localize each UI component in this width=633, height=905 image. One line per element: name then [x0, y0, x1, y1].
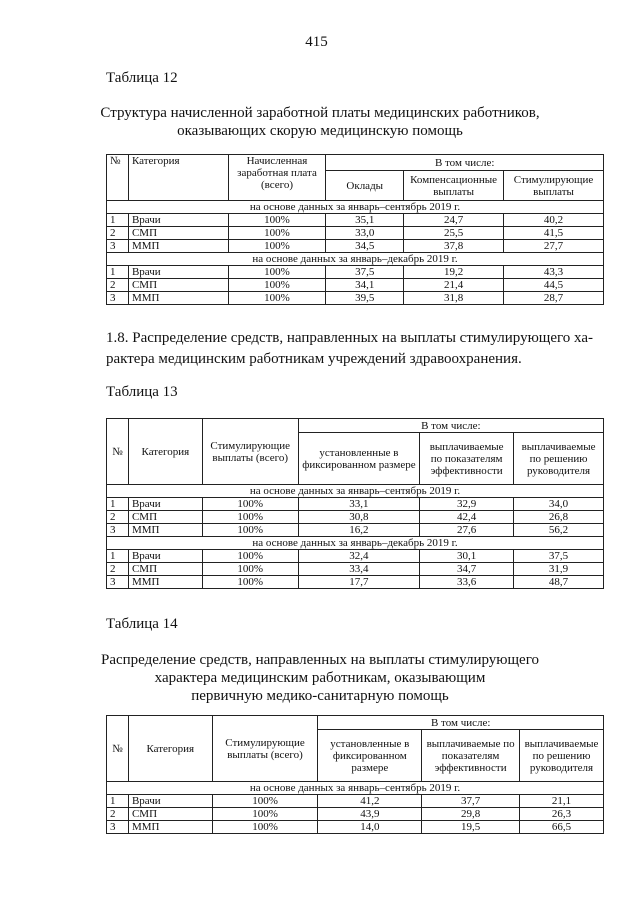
table12-header-category: Категория [128, 155, 228, 201]
table14-title-line3: первичную медико-санитарную помощь [191, 688, 449, 704]
table13-header-efficiency: выплачиваемые по показателям эффективности [420, 433, 514, 485]
table12-cell: СМП [128, 279, 228, 292]
table12-cell: 3 [107, 292, 129, 305]
table12-cell: 1 [107, 266, 129, 279]
table-row [107, 279, 604, 292]
table14-cell: 43,9 [318, 808, 422, 821]
table-row [107, 795, 604, 808]
table12-cell: 37,5 [326, 266, 404, 279]
table12-cell: 31,8 [404, 292, 504, 305]
table-row [107, 576, 604, 589]
table14-cell: 37,7 [422, 795, 520, 808]
table14-header-no: № [107, 716, 129, 782]
table12-cell: 100% [228, 227, 326, 240]
table12-cell: 34,1 [326, 279, 404, 292]
table12-header-salary: Оклады [326, 171, 404, 201]
table12-cell: 35,1 [326, 214, 404, 227]
table12-cell: 21,4 [404, 279, 504, 292]
table12-title-line2: оказывающих скорую медицинскую помощь [177, 123, 463, 139]
table12-cell: 100% [228, 240, 326, 253]
table12-header-total: Начисленная заработная плата (всего) [228, 155, 326, 201]
table14-cell: 41,2 [318, 795, 422, 808]
table13-period1: на основе данных за январь–сентябрь 2019 г. [107, 485, 604, 498]
table13-cell: 100% [202, 550, 298, 563]
table-row [107, 821, 604, 834]
table12-cell: 2 [107, 227, 129, 240]
table13-header-including: В том числе: [298, 419, 603, 433]
table14-cell: СМП [128, 808, 212, 821]
table13-cell: 34,7 [420, 563, 514, 576]
table12-cell: 19,2 [404, 266, 504, 279]
table12-cell: Врачи [128, 214, 228, 227]
table14-cell: 100% [212, 808, 318, 821]
table13-label: Таблица 13 [106, 384, 178, 400]
section-line1: 1.8. Распределение средств, направленных на выплаты стимулирующего ха- [106, 330, 593, 346]
table12-cell: 33,0 [326, 227, 404, 240]
table14-cell: 3 [107, 821, 129, 834]
table12-cell: 100% [228, 214, 326, 227]
table14-header-fixed: установленные в фиксированном размере [318, 730, 422, 782]
table14-cell: 1 [107, 795, 129, 808]
table12 [106, 154, 604, 305]
table12-label: Таблица 12 [106, 70, 178, 86]
table13-cell: 34,0 [514, 498, 604, 511]
table13-cell: 32,9 [420, 498, 514, 511]
table12-header-stimulating: Стимулирующие выплаты [504, 171, 604, 201]
table13-header-decision: выплачиваемые по решению руководителя [514, 433, 604, 485]
table13-cell: 42,4 [420, 511, 514, 524]
table12-title-line1: Структура начисленной заработной платы медицинских работников, [100, 105, 540, 121]
table14-header-efficiency: выплачиваемые по показателям эффективности [422, 730, 520, 782]
table12-cell: 37,8 [404, 240, 504, 253]
table13-cell: 100% [202, 498, 298, 511]
table14-cell: 26,3 [520, 808, 604, 821]
table-row [107, 524, 604, 537]
table13-cell: Врачи [128, 550, 202, 563]
table12-cell: 25,5 [404, 227, 504, 240]
table12-cell: 1 [107, 214, 129, 227]
table13-cell: 48,7 [514, 576, 604, 589]
table14-header-total: Стимулирующие выплаты (всего) [212, 716, 318, 782]
table13-cell: 100% [202, 563, 298, 576]
table12-cell: СМП [128, 227, 228, 240]
table-row [107, 214, 604, 227]
table14-cell: Врачи [128, 795, 212, 808]
table-row [107, 550, 604, 563]
table-row [107, 240, 604, 253]
table-row [107, 292, 604, 305]
table14-title [90, 651, 550, 705]
table13-cell: ММП [128, 524, 202, 537]
table13-cell: 27,6 [420, 524, 514, 537]
table14-header-including: В том числе: [318, 716, 604, 730]
section-heading [106, 328, 606, 370]
table14-cell: 100% [212, 821, 318, 834]
table12-cell: ММП [128, 292, 228, 305]
table14-cell: ММП [128, 821, 212, 834]
table13-cell: 1 [107, 498, 129, 511]
table-row [107, 266, 604, 279]
table13-cell: 33,4 [298, 563, 420, 576]
table14-cell: 66,5 [520, 821, 604, 834]
table13-cell: СМП [128, 563, 202, 576]
table13-header-category: Категория [128, 419, 202, 485]
table13-header-no: № [107, 419, 129, 485]
table13-cell: 100% [202, 576, 298, 589]
table12-cell: 2 [107, 279, 129, 292]
table-row [107, 227, 604, 240]
table12-header-no: № [107, 155, 129, 201]
table-row [107, 808, 604, 821]
table13-cell: 1 [107, 550, 129, 563]
table14-cell: 29,8 [422, 808, 520, 821]
table14-header-category: Категория [128, 716, 212, 782]
table13-cell: 2 [107, 511, 129, 524]
table13-cell: СМП [128, 511, 202, 524]
page-number: 415 [305, 34, 328, 50]
table13-cell: 56,2 [514, 524, 604, 537]
table14-header-decision: выплачиваемые по решению руководителя [520, 730, 604, 782]
table12-cell: 44,5 [504, 279, 604, 292]
table12-cell: 43,3 [504, 266, 604, 279]
table-row [107, 498, 604, 511]
table12-period2: на основе данных за январь–декабрь 2019 г. [107, 253, 604, 266]
table13-header-total: Стимулирующие выплаты (всего) [202, 419, 298, 485]
table12-cell: 100% [228, 292, 326, 305]
table13-cell: 100% [202, 511, 298, 524]
table-row [107, 511, 604, 524]
table13-cell: 100% [202, 524, 298, 537]
table13-cell: 3 [107, 524, 129, 537]
table13-cell: ММП [128, 576, 202, 589]
table13 [106, 418, 604, 589]
table12-cell: 3 [107, 240, 129, 253]
table13-cell: 33,1 [298, 498, 420, 511]
table13-cell: 32,4 [298, 550, 420, 563]
table13-cell: 16,2 [298, 524, 420, 537]
table13-cell: 2 [107, 563, 129, 576]
table12-cell: 40,2 [504, 214, 604, 227]
table12-cell: 28,7 [504, 292, 604, 305]
table12-cell: 27,7 [504, 240, 604, 253]
table14 [106, 715, 604, 834]
table13-cell: 31,9 [514, 563, 604, 576]
table13-cell: 37,5 [514, 550, 604, 563]
table12-period1: на основе данных за январь–сентябрь 2019 г. [107, 201, 604, 214]
table13-cell: 30,1 [420, 550, 514, 563]
table13-cell: 17,7 [298, 576, 420, 589]
table12-cell: 34,5 [326, 240, 404, 253]
table13-cell: 30,8 [298, 511, 420, 524]
section-line2: рактера медицинским работникам учреждений здравоохранения. [106, 351, 522, 367]
table14-period1: на основе данных за январь–сентябрь 2019 г. [107, 782, 604, 795]
table12-cell: Врачи [128, 266, 228, 279]
table14-cell: 2 [107, 808, 129, 821]
table12-cell: 24,7 [404, 214, 504, 227]
table14-cell: 100% [212, 795, 318, 808]
table14-cell: 14,0 [318, 821, 422, 834]
table13-cell: 26,8 [514, 511, 604, 524]
table12-header-including: В том числе: [326, 155, 604, 171]
table12-header-compensation: Компенсационные выплаты [404, 171, 504, 201]
table13-cell: 33,6 [420, 576, 514, 589]
table12-cell: 39,5 [326, 292, 404, 305]
table-row [107, 563, 604, 576]
table14-cell: 21,1 [520, 795, 604, 808]
table12-title [90, 104, 550, 140]
table13-cell: 3 [107, 576, 129, 589]
table14-title-line1: Распределение средств, направленных на выплаты стимулирующего [100, 652, 539, 668]
table12-cell: 41,5 [504, 227, 604, 240]
table12-cell: ММП [128, 240, 228, 253]
table13-cell: Врачи [128, 498, 202, 511]
table13-period2: на основе данных за январь–декабрь 2019 г. [107, 537, 604, 550]
table12-cell: 100% [228, 279, 326, 292]
table14-title-line2: характера медицинским работникам, оказывающим [154, 670, 486, 686]
table13-header-fixed: установленные в фиксированном размере [298, 433, 420, 485]
table12-cell: 100% [228, 266, 326, 279]
table14-label: Таблица 14 [106, 616, 178, 632]
table14-cell: 19,5 [422, 821, 520, 834]
